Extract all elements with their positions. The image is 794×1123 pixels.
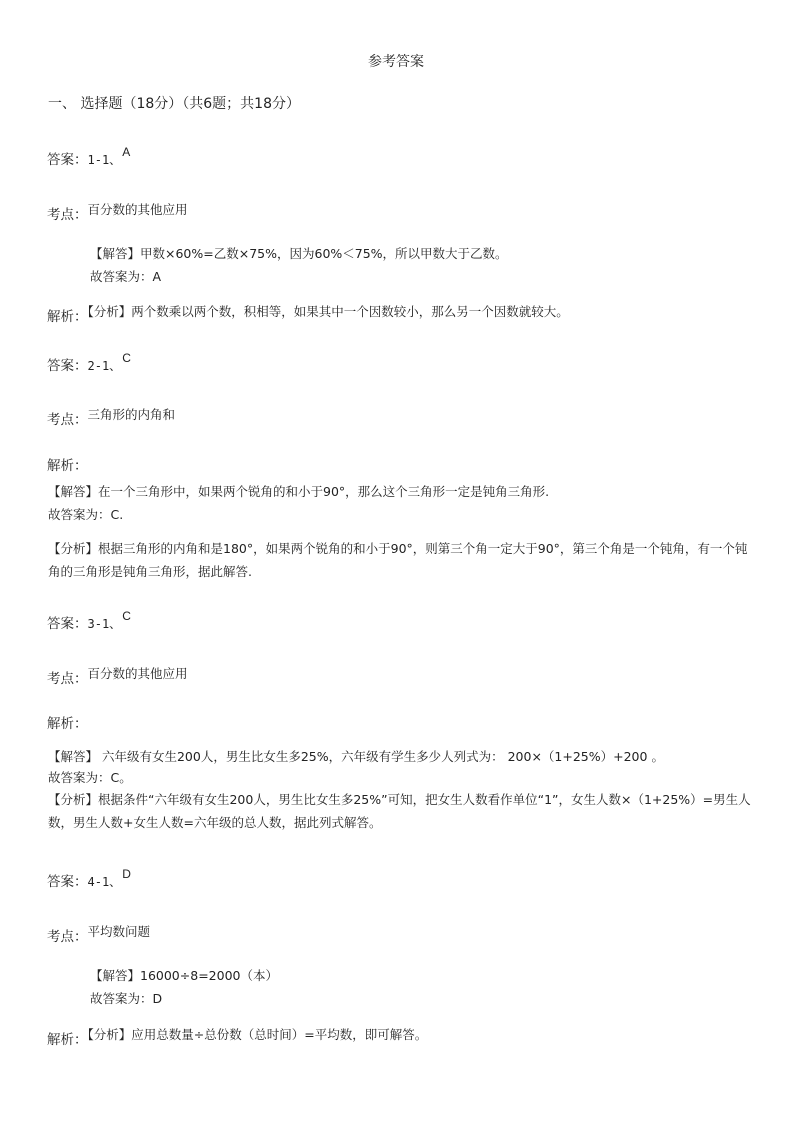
answer-value: D	[122, 867, 131, 881]
jiexi-label: 解析：	[47, 458, 88, 474]
answer-row-3	[47, 609, 131, 632]
answer-value: C	[122, 351, 131, 365]
page-title: 参考答案	[368, 54, 424, 70]
solution-text: 【解答】甲数×60%=乙数×75%，因为60%＜75%，所以甲数大于乙数。	[90, 246, 508, 261]
jiexi-row-4	[47, 1028, 427, 1048]
analysis-text: 【分析】根据条件“六年级有女生200人，男生比女生多25%”可知，把女生人数看作单位“1”，女生人数×（1+25%）=男生人数，男生人数+女生人数=六年级的总人数，据此列式解答。	[48, 792, 751, 830]
answer-label: 答案：	[47, 152, 88, 168]
jiexi-label: 解析：	[47, 1032, 88, 1048]
jiexi-row-1	[47, 305, 569, 325]
jiexi-label: 解析：	[47, 309, 88, 325]
analysis-text: 【分析】应用总数量÷总份数（总时间）=平均数，即可解答。	[87, 1027, 428, 1042]
answer-label: 答案：	[47, 874, 88, 890]
kaodian-label: 考点：	[47, 671, 88, 687]
kaodian-row-2	[47, 408, 175, 428]
question-number: 3-1、	[87, 617, 122, 631]
answer-label: 答案：	[47, 358, 88, 374]
kaodian-label: 考点：	[47, 929, 88, 945]
answer-row-1	[47, 145, 131, 168]
answer-row-2	[47, 351, 131, 374]
jiexi-label: 解析：	[47, 716, 88, 732]
answer-value: A	[122, 145, 131, 159]
kaodian-value: 百分数的其他应用	[87, 666, 188, 681]
analysis-text: 【分析】两个数乘以两个数，积相等，如果其中一个因数较小，那么另一个因数就较大。	[87, 304, 569, 319]
answer-conclusion: 故答案为：C.	[48, 507, 124, 522]
kaodian-row-4	[47, 925, 150, 945]
kaodian-label: 考点：	[47, 207, 88, 223]
solution-text: 【解答】在一个三角形中，如果两个锐角的和小于90°，那么这个三角形一定是钝角三角形.	[48, 484, 550, 499]
kaodian-value: 三角形的内角和	[87, 407, 176, 422]
answer-conclusion: 故答案为：D	[90, 991, 163, 1006]
solution-text: 【解答】16000÷8=2000（本）	[90, 968, 278, 983]
kaodian-value: 平均数问题	[87, 924, 151, 939]
answer-conclusion: 故答案为：C。	[48, 770, 132, 785]
section-heading: 一、 选择题（18分）（共6题；共18分）	[48, 96, 300, 112]
question-number: 2-1、	[87, 359, 122, 373]
answer-label: 答案：	[47, 616, 88, 632]
kaodian-row-1	[47, 203, 188, 223]
kaodian-label: 考点：	[47, 412, 88, 428]
question-number: 1-1、	[87, 153, 122, 167]
answer-conclusion: 故答案为：A	[90, 269, 162, 284]
kaodian-row-3	[47, 667, 188, 687]
kaodian-value: 百分数的其他应用	[87, 202, 188, 217]
answer-row-4	[47, 867, 131, 890]
question-number: 4-1、	[87, 875, 122, 889]
analysis-text: 【分析】根据三角形的内角和是180°，如果两个锐角的和小于90°，则第三个角一定大于90°，第三个角是一个钝角，有一个钝角的三角形是钝角三角形，据此解答.	[48, 541, 748, 579]
solution-text: 【解答】 六年级有女生200人，男生比女生多25%，六年级有学生多少人列式为： 200×（1+25%）+200 。	[48, 749, 664, 764]
answer-value: C	[122, 609, 131, 623]
